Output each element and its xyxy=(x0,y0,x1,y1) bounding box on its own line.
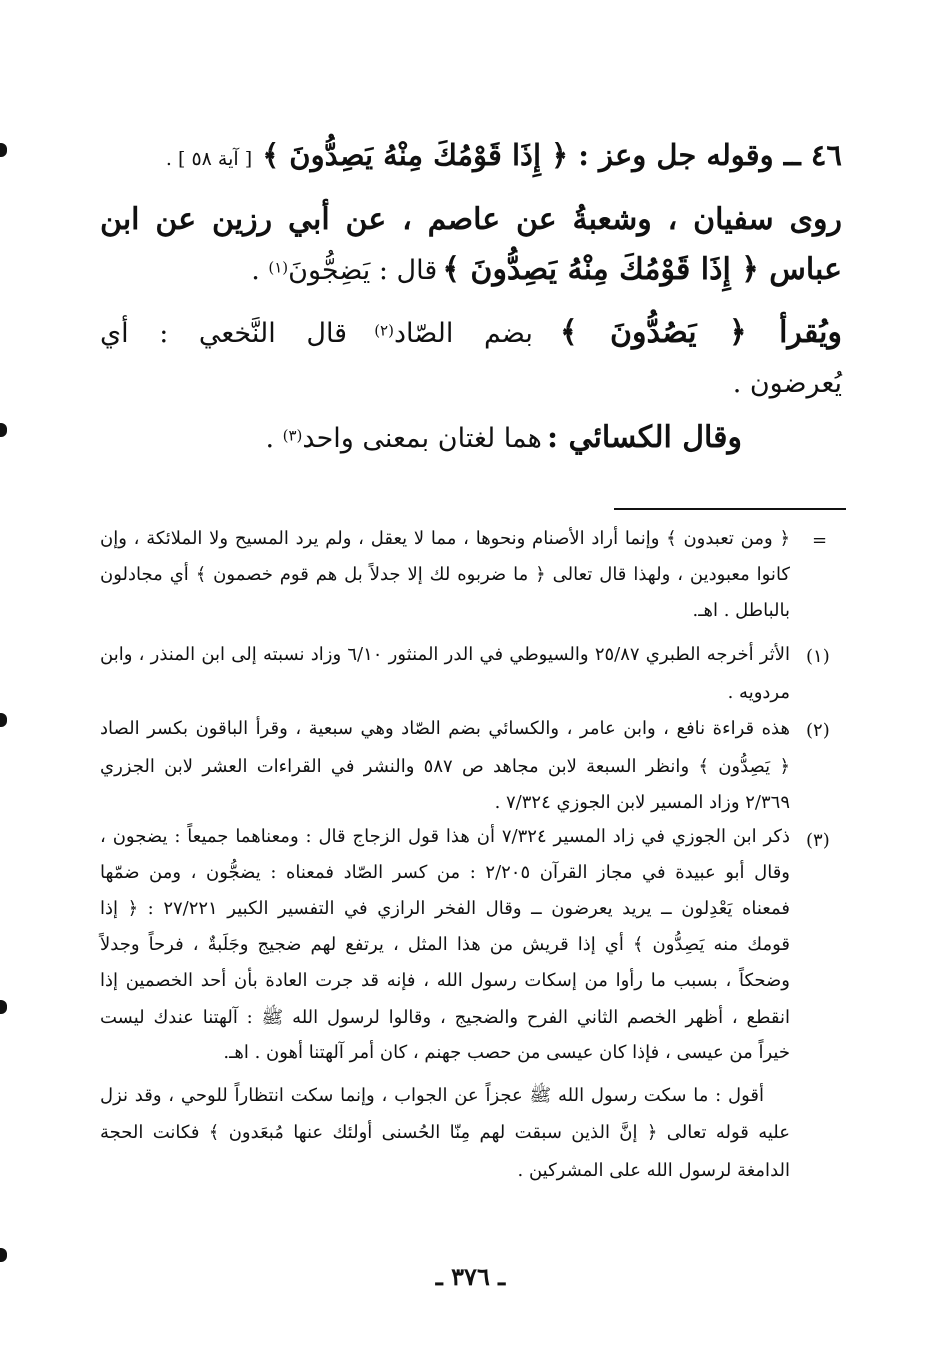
author-note-line-3: الدامغة لرسول الله على المشركين . xyxy=(517,1160,790,1181)
scan-edge-mark xyxy=(0,1248,7,1262)
body-line-3-quote: ويُقرأ ﴿ يَصُدُّونَ ﴾ xyxy=(559,315,842,350)
scan-edge-mark xyxy=(0,143,7,157)
continuation-marker: = xyxy=(812,530,828,551)
heading-line xyxy=(100,138,842,172)
footnote-2-line-3: ٢/٣٦٩ وزاد المسير لابن الجوزي ٧/٣٢٤ . xyxy=(494,792,790,813)
footnote-3-line-2: وقال أبو عبيدة في مجاز القرآن ٢/٢٠٥ : من كسر الصّاد فمعناه : يضجُّون ، ومن ضمّها xyxy=(100,862,790,883)
body-line-5-lead: وقال الكسائي : xyxy=(546,420,742,455)
footnote-1-line-1: الأثر أخرجه الطبري ٢٥/٨٧ والسيوطي في الدر المنثور ٦/١٠ وزاد نسبته إلى ابن المنذر ، وابن xyxy=(100,644,790,665)
body-line-3-text: بضم الصّاد xyxy=(393,318,533,349)
footnote-3-line-6: انقطع ، أظهر الخصم الثاني الفرح والضجيج ، وقالوا لرسول الله ﷺ : آلهتنا عندك ليست xyxy=(100,1007,790,1028)
footnote-cont-line-3: بالباطل . اهـ. xyxy=(692,600,790,621)
footnote-3-line-3: فمعناه يَعْدِلون ــ يريد يعرضون ــ وقال الفخر الرازي في التفسير الكبير ٢٧/٢٢١ : ﴿ إذا xyxy=(100,898,790,919)
body-line-5-text: هما لغتان بمعنى واحد xyxy=(302,423,542,454)
author-note-line-2: عليه قوله تعالى ﴿ إنَّ الذين سبقت لهم مِنّا الحُسنى أولئك عنها مُبعَدون ﴾ فكانت الحجة xyxy=(100,1122,790,1143)
body-line-2 xyxy=(100,252,842,287)
page-number: ـ ٣٧٦ ـ xyxy=(435,1262,506,1291)
body-line-2-end: . xyxy=(251,255,269,286)
footnote-2-line-1: هذه قراءة نافع ، وابن عامر ، والكسائي بضم الصّاد وهي سبعية ، وقرأ الباقون بكسر الصاد xyxy=(100,718,790,739)
footnote-divider xyxy=(614,508,846,510)
footnote-3-line-5: وضحكاً ، بسبب ما رأوا من إسكات رسول الله ، فإنه قد جرت العادة بأن أحد الخصمين إذا xyxy=(100,970,790,991)
footnote-1-number: (١) xyxy=(806,646,830,667)
footnote-3-line-7: خيراً من عيسى ، فإذا كان عيسى من حصب جهنم ، كان أمر آلهتنا أهون . اهـ. xyxy=(223,1042,790,1063)
footnote-2-number: (٢) xyxy=(806,720,830,741)
footnote-ref-2: (٢) xyxy=(374,321,394,340)
body-line-1: روى سفيان ، وشعبةُ عن عاصم ، عن أبي رزين عن ابن xyxy=(100,202,842,237)
heading-text: وقوله جل وعز : ﴿ إِذَا قَوْمُكَ مِنْهُ يَصِدُّونَ ﴾ xyxy=(262,138,774,172)
scan-edge-mark xyxy=(0,713,7,727)
scan-edge-mark xyxy=(0,423,7,437)
scan-edge-mark xyxy=(0,1000,7,1014)
heading-number: ٤٦ ــ xyxy=(783,138,842,172)
body-line-5-end: . xyxy=(265,423,283,454)
body-line-5 xyxy=(100,420,842,455)
body-line-3 xyxy=(100,315,842,350)
footnote-3-line-1: ذكر ابن الجوزي في زاد المسير ٧/٣٢٤ أن هذا قول الزجاج قال : ومعناهما جميعاً : يضجون ، xyxy=(100,826,790,847)
footnote-1-line-2: مردويه . xyxy=(727,682,790,703)
footnote-cont-line-1: ﴿ ومن تعبدون ﴾ وإنما أراد الأصنام ونحوها ، مما لا يعقل ، ولم يرد المسيح ولا الملائكة ، وإن xyxy=(100,528,790,549)
verse-reference: [ آية ٥٨ ] . xyxy=(165,148,253,170)
footnote-2-line-2: ﴿ يَصِدُّون ﴾ وانظر السبعة لابن مجاهد ص ٥٨٧ والنشر في القراءات العشر لابن الجزري xyxy=(100,756,790,777)
footnote-3-line-4: قومك منه يَصِدُّون ﴾ أي إذا قريش من هذا المثل ، يرتفع لهم ضجيج وجَلَبةٌ ، فرحاً وجدلاً xyxy=(100,934,790,955)
footnote-ref-3: (٣) xyxy=(282,426,303,445)
body-line-3-tail: قال النَّخعي : أي xyxy=(100,318,348,349)
body-line-4: يُعرضون . xyxy=(732,368,842,399)
body-line-2-text: قال : يَضِجُّونَ xyxy=(288,255,438,286)
author-note-line-1: أقول : ما سكت رسول الله ﷺ عجزاً عن الجواب ، وإنما سكت انتظاراً للوحي ، وقد نزل xyxy=(100,1085,764,1106)
body-line-2-quote: عباس ﴿ إِذَا قَوْمُكَ مِنْهُ يَصِدُّونَ ﴾ xyxy=(442,252,842,287)
footnote-ref-1: (١) xyxy=(268,258,289,277)
footnote-cont-line-2: كانوا معبودين ، ولهذا قال تعالى ﴿ ما ضربوه لك إلا جدلاً بل هم قوم خصمون ﴾ أي مجادلون xyxy=(100,564,790,585)
footnote-3-number: (٣) xyxy=(806,830,830,851)
